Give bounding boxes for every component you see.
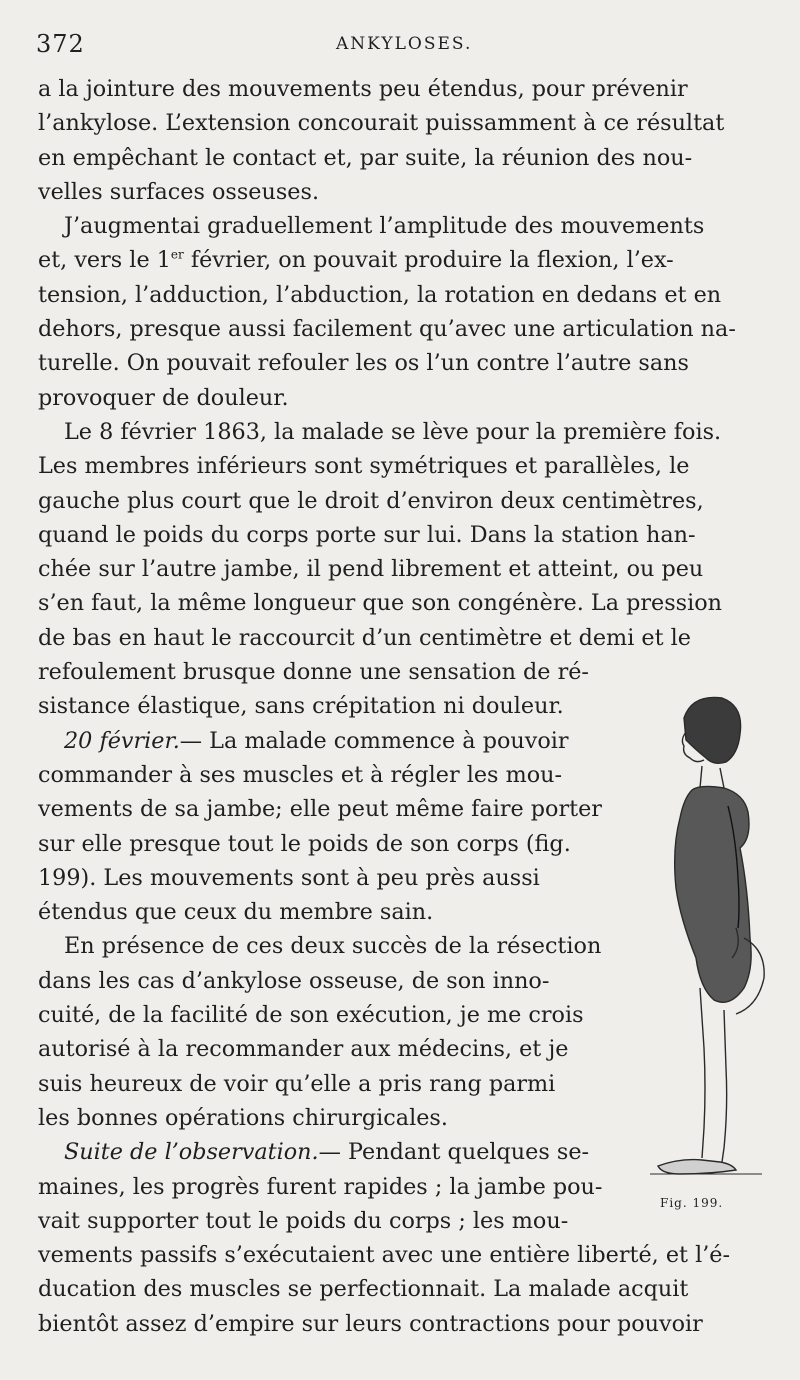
text-line: ducation des muscles se perfectionnait. La malade acquit bbox=[38, 1276, 689, 1303]
figure-illustration bbox=[640, 688, 772, 1198]
text-line: tension, l’adduction, l’abduction, la rotation en dedans et en bbox=[38, 281, 722, 308]
standing-woman-drawing bbox=[650, 697, 764, 1174]
text-line: Les membres inférieurs sont symétriques et parallèles, le bbox=[38, 453, 690, 480]
text-line: l’ankylose. L’extension concourait puissamment à ce résultat bbox=[38, 110, 725, 137]
text-line: sur elle presque tout le poids de son corps (fig. bbox=[38, 830, 571, 857]
text-line: vements passifs s’exécutaient avec une entière liberté, et l’é- bbox=[38, 1242, 731, 1269]
text-line: de bas en haut le raccourcit d’un centimètre et demi et le bbox=[38, 624, 691, 651]
paragraph-start: 20 février.— La malade commence à pouvoir bbox=[38, 724, 634, 758]
text-line: gauche plus court que le droit d’environ deux centimètres, bbox=[38, 487, 704, 514]
text-line: provoquer de douleur. bbox=[38, 384, 289, 411]
text-line: bientôt assez d’empire sur leurs contractions pour pouvoir bbox=[38, 1310, 703, 1337]
paragraph-start: Le 8 février 1863, la malade se lève pour la première fois. bbox=[64, 418, 722, 445]
figure-caption: Fig. 199. bbox=[660, 1196, 724, 1210]
paragraph-start: En présence de ces deux succès de la résection bbox=[64, 933, 602, 960]
text-line: suis heureux de voir qu’elle a pris rang parmi bbox=[38, 1070, 556, 1097]
text-line: cuité, de la facilité de son exécution, je me crois bbox=[38, 1002, 584, 1029]
text-line: chée sur l’autre jambe, il pend librement et atteint, ou peu bbox=[38, 556, 704, 583]
text-line: et, vers le 1er février, on pouvait produire la flexion, l’ex- bbox=[38, 247, 674, 274]
text-line: en empêchant le contact et, par suite, la réunion des nou- bbox=[38, 144, 693, 171]
page-number: 372 bbox=[36, 30, 85, 58]
text-line: commander à ses muscles et à régler les mou- bbox=[38, 761, 563, 788]
text-line: les bonnes opérations chirurgicales. bbox=[38, 1104, 448, 1131]
text-line: autorisé à la recommander aux médecins, et je bbox=[38, 1036, 569, 1063]
text-line: étendus que ceux du membre sain. bbox=[38, 899, 434, 926]
running-head: ANKYLOSES. bbox=[336, 34, 473, 54]
text-line: vements de sa jambe; elle peut même faire porter bbox=[38, 796, 602, 823]
section-heading: Suite de l’observation. bbox=[64, 1139, 319, 1166]
text-line: dehors, presque aussi facilement qu’avec une articulation na- bbox=[38, 316, 736, 343]
text-line: quand le poids du corps porte sur lui. Dans la station han- bbox=[38, 521, 696, 548]
paragraph-start: J’augmentai graduellement l’amplitude des mouvements bbox=[64, 213, 705, 240]
text-line: 199). Les mouvements sont à peu près aussi bbox=[38, 864, 540, 891]
page-header bbox=[36, 30, 764, 64]
text-line: dans les cas d’ankylose osseuse, de son inno- bbox=[38, 967, 550, 994]
date-heading: 20 février. bbox=[64, 727, 180, 754]
text-line: refoulement brusque donne une sensation de ré- bbox=[38, 659, 589, 686]
paragraph-start: Suite de l’observation.— Pendant quelques se- bbox=[38, 1135, 634, 1169]
text-line: velles surfaces osseuses. bbox=[38, 178, 320, 205]
text-line: a la jointure des mouvements peu étendus, pour prévenir bbox=[38, 76, 688, 102]
text-line: sistance élastique, sans crépitation ni douleur. bbox=[38, 693, 564, 720]
text-line: maines, les progrès furent rapides ; la jambe pou- bbox=[38, 1173, 603, 1200]
text-line: vait supporter tout le poids du corps ; les mou- bbox=[38, 1207, 569, 1234]
text-line: turelle. On pouvait refouler les os l’un contre l’autre sans bbox=[38, 350, 689, 377]
text-line: s’en faut, la même longueur que son congénère. La pression bbox=[38, 590, 723, 617]
